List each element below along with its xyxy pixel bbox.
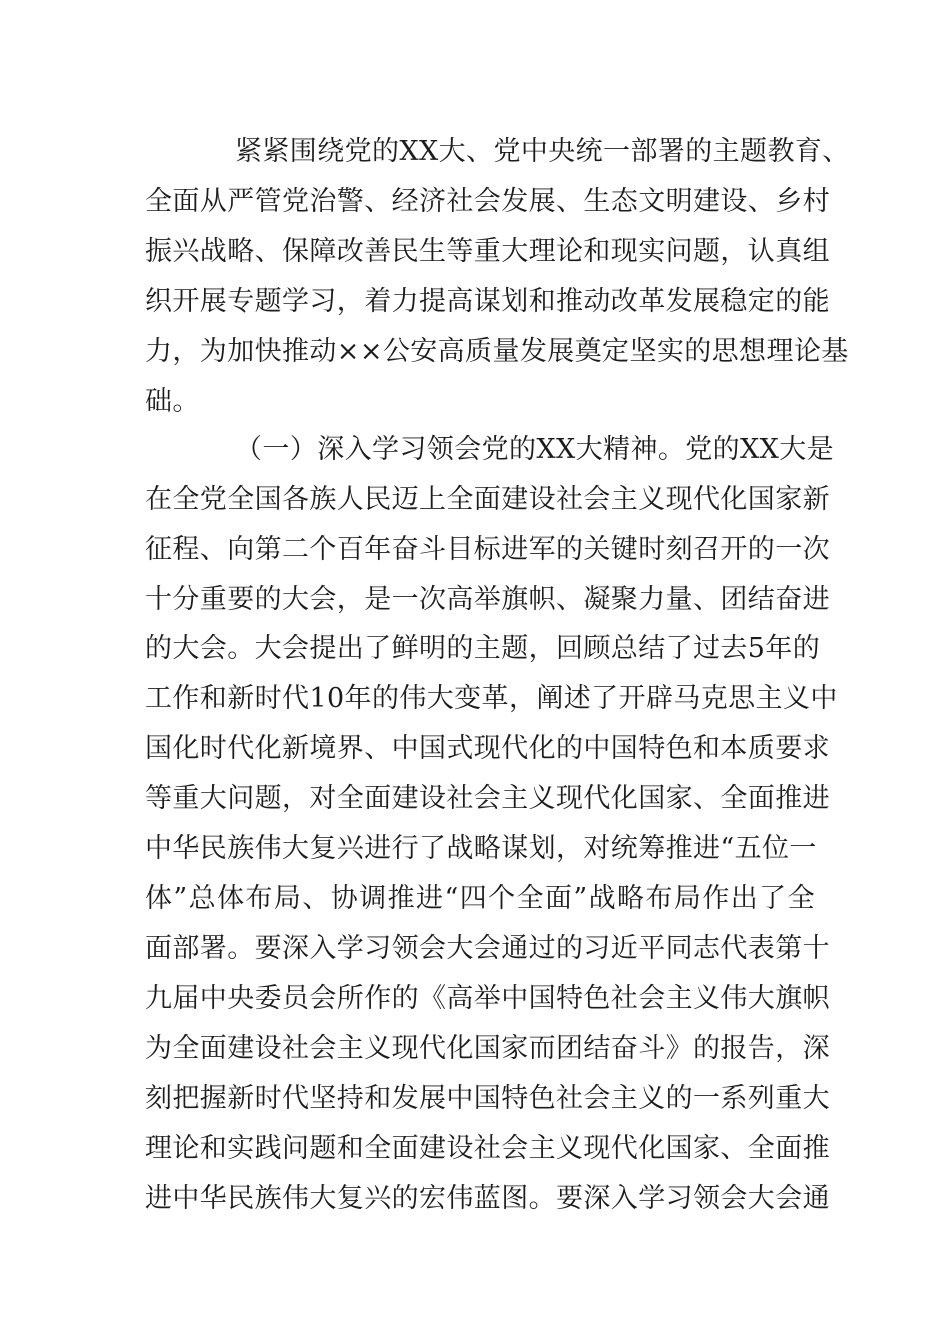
text-line: 为全面建设社会主义现代化国家而团结奋斗》的报告，深 [145,1033,830,1064]
text-line: 国化时代化新境界、中国式现代化的中国特色和本质要求 [145,733,830,764]
text-line: 体”总体布局、协调推进“四个全面”战略布局作出了全 [145,883,815,914]
text-line: 全面从严管党治警、经济社会发展、生态文明建设、乡村 [145,186,830,217]
text-line: 工作和新时代10年的伟大变革，阐述了开辟马克思主义中 [145,683,838,714]
text-line: 力，为加快推动××公安高质量发展奠定坚实的思想理论基 [145,336,849,367]
text-line: 进中华民族伟大复兴的宏伟蓝图。要深入学习领会大会通 [145,1183,830,1214]
text-line: 十分重要的大会，是一次高举旗帜、凝聚力量、团结奋进 [145,584,830,615]
text-line: 征程、向第二个百年奋斗目标进军的关键时刻召开的一次 [145,534,830,565]
text-line: 面部署。要深入学习领会大会通过的习近平同志代表第十 [145,933,830,964]
section-heading-line: （一）深入学习领会党的XX大精神。党的XX大是 [235,434,835,465]
text-line: 九届中央委员会所作的《高举中国特色社会主义伟大旗帜 [145,983,830,1014]
text-line: 织开展专题学习，着力提高谋划和推动改革发展稳定的能 [145,286,830,317]
text-line: 中华民族伟大复兴进行了战略谋划，对统筹推进“五位一 [145,833,817,864]
text-line: 等重大问题，对全面建设社会主义现代化国家、全面推进 [145,783,830,814]
text-line: 理论和实践问题和全面建设社会主义现代化国家、全面推 [145,1133,830,1164]
text-line: 础。 [145,386,200,417]
text-line: 在全党全国各族人民迈上全面建设社会主义现代化国家新 [145,484,830,515]
text-line: 紧紧围绕党的XX大、党中央统一部署的主题教育、 [235,136,850,167]
text-line: 刻把握新时代坚持和发展中国特色社会主义的一系列重大 [145,1083,830,1114]
text-line: 振兴战略、保障改善民生等重大理论和现实问题，认真组 [145,236,830,267]
text-line: 的大会。大会提出了鲜明的主题，回顾总结了过去5年的 [145,633,821,664]
